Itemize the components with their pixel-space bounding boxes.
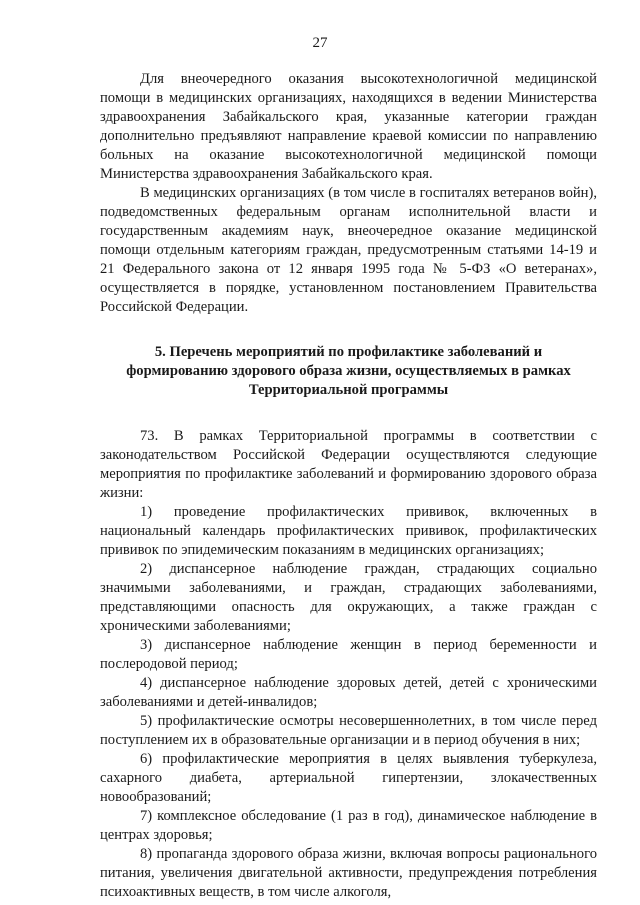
document-body bbox=[100, 70, 597, 902]
list-item: 4) диспансерное наблюдение здоровых детей, детей с хроническими заболеваниями и детей-инвалидов; bbox=[100, 675, 597, 710]
paragraph-vmp-referral: Для внеочередного оказания высокотехнологичной медицинской помощи в медицинских организациях, находящихся в ведении Министерства здравоохранения Забайкальского края, указанные категории граждан дополнительно предъявляют направление краевой комиссии по направлению больных на оказание высокотехнологичной медицинской помощи Министерства здравоохранения Забайкальского края. bbox=[100, 71, 597, 182]
list-item: 6) профилактические мероприятия в целях выявления туберкулеза, сахарного диабета, артериальной гипертензии, злокачественных новообразований; bbox=[100, 751, 597, 805]
list-item: 8) пропаганда здорового образа жизни, включая вопросы рационального питания, увеличения двигательной активности, предупреждения потребления психоактивных веществ, в том числе алкоголя, bbox=[100, 846, 597, 900]
section-heading: 5. Перечень мероприятий по профилактике заболеваний и формированию здорового образа жизни, осуществляемых в рамках Территориальной программы bbox=[126, 344, 571, 398]
page-number: 27 bbox=[312, 35, 328, 51]
paragraph-item-73: 73. В рамках Территориальной программы в соответствии с законодательством Российской Федерации осуществляются следующие мероприятия по профилактике заболеваний и формированию здорового образа жизни: bbox=[100, 428, 597, 501]
list-item: 7) комплексное обследование (1 раз в год), динамическое наблюдение в центрах здоровья; bbox=[100, 808, 597, 843]
list-item: 3) диспансерное наблюдение женщин в период беременности и послеродовой период; bbox=[100, 637, 597, 672]
paragraph-veterans-care: В медицинских организациях (в том числе в госпиталях ветеранов войн), подведомственных федеральным органам исполнительной власти и государственным академиям наук, внеочередное оказание медицинской помощи отдельным категориям граждан, предусмотренным статьями 14-19 и 21 Федерального закона от 12 января 1995 года № 5-ФЗ «О ветеранах», осуществляется в порядке, установленном постановлением Правительства Российской Федерации. bbox=[100, 185, 597, 315]
list-item: 2) диспансерное наблюдение граждан, страдающих социально значимыми заболеваниями, и граждан, страдающих заболеваниями, представляющими опасность для окружающих, а также граждан с хроническими заболеваниями; bbox=[100, 561, 597, 634]
list-item: 1) проведение профилактических прививок, включенных в национальный календарь профилактических прививок, профилактических прививок по эпидемическим показаниям в медицинских организациях; bbox=[100, 504, 597, 558]
list-item: 5) профилактические осмотры несовершеннолетних, в том числе перед поступлением их в образовательные организации и в период обучения в них; bbox=[100, 713, 597, 748]
